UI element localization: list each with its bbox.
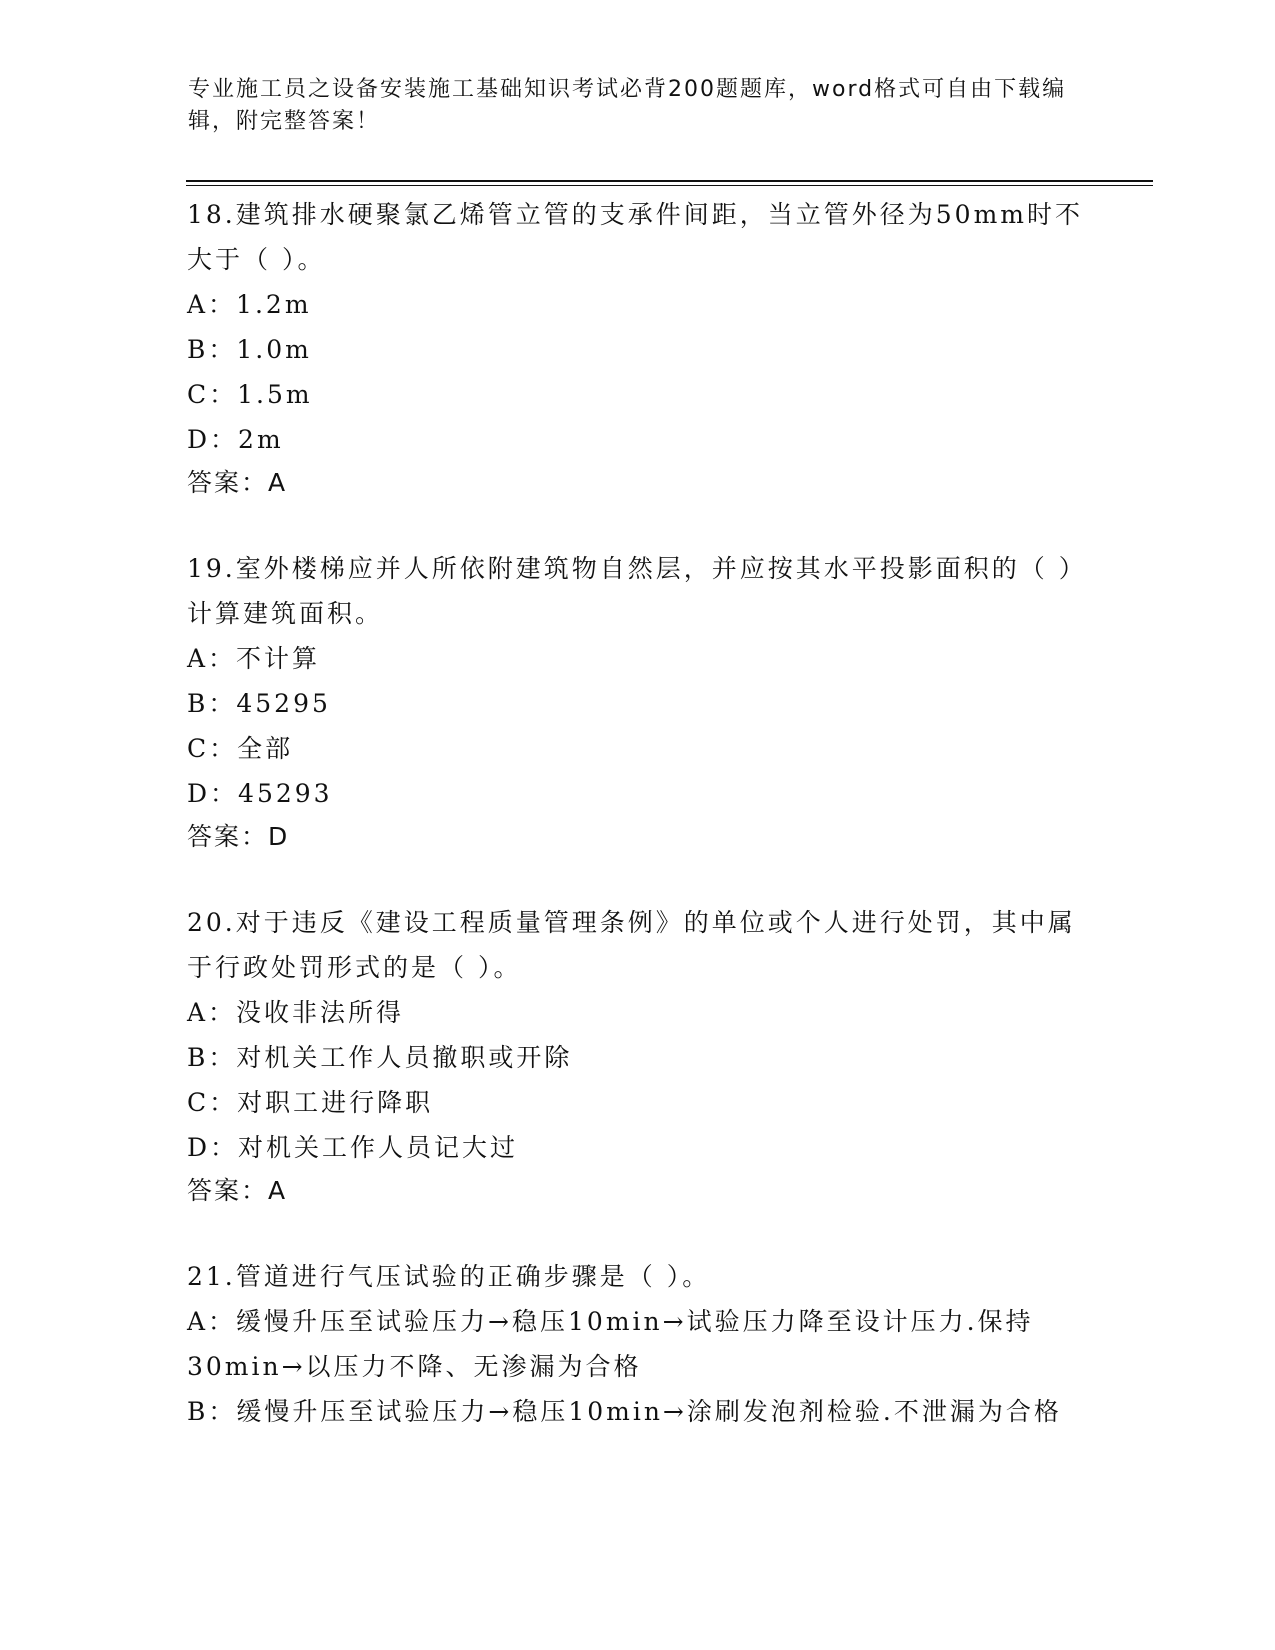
answer: 答案：A [187,468,288,497]
question-stem: 20.对于违反《建设工程质量管理条例》的单位或个人进行处罚，其中属于行政处罚形式的是（ ）。 [187,908,1076,982]
question-19 [187,546,1087,858]
header-divider-thin [186,185,1153,186]
header-divider [186,180,1153,182]
question-stem: 18.建筑排水硬聚氯乙烯管立管的支承件间距，当立管外径为50mm时不大于（ ）。 [187,200,1083,274]
option-b: B：缓慢升压至试验压力→稳压10min→涂刷发泡剂检验.不泄漏为合格 [187,1397,1062,1426]
document-header: 专业施工员之设备安装施工基础知识考试必背200题题库，word格式可自由下载编辑，附完整答案！ [188,77,1067,134]
question-20 [187,900,1087,1212]
question-stem: 21.管道进行气压试验的正确步骤是（ ）。 [187,1262,711,1291]
answer: 答案：D [187,822,290,851]
option-b: B：1.0m [187,335,312,364]
option-a: A：1.2m [187,290,312,319]
question-21 [187,1254,1087,1434]
answer: 答案：A [187,1176,288,1205]
option-d: D：45293 [187,779,333,808]
option-c: C：全部 [187,734,294,763]
option-c: C：1.5m [187,380,313,409]
option-a: A：没收非法所得 [187,998,405,1027]
question-18 [187,192,1087,504]
question-stem: 19.室外楼梯应并人所依附建筑物自然层，并应按其水平投影面积的（ ）计算建筑面积。 [187,554,1087,628]
option-b: B：对机关工作人员撤职或开除 [187,1043,573,1072]
option-c: C：对职工进行降职 [187,1088,434,1117]
option-d: D：对机关工作人员记大过 [187,1133,519,1162]
option-a: A：不计算 [187,644,321,673]
question-list [187,192,1087,1476]
option-a: A：缓慢升压至试验压力→稳压10min→试验压力降至设计压力.保持30min→以压力不降、无渗漏为合格 [187,1307,1034,1381]
option-b: B：45295 [187,689,331,718]
option-d: D：2m [187,425,284,454]
